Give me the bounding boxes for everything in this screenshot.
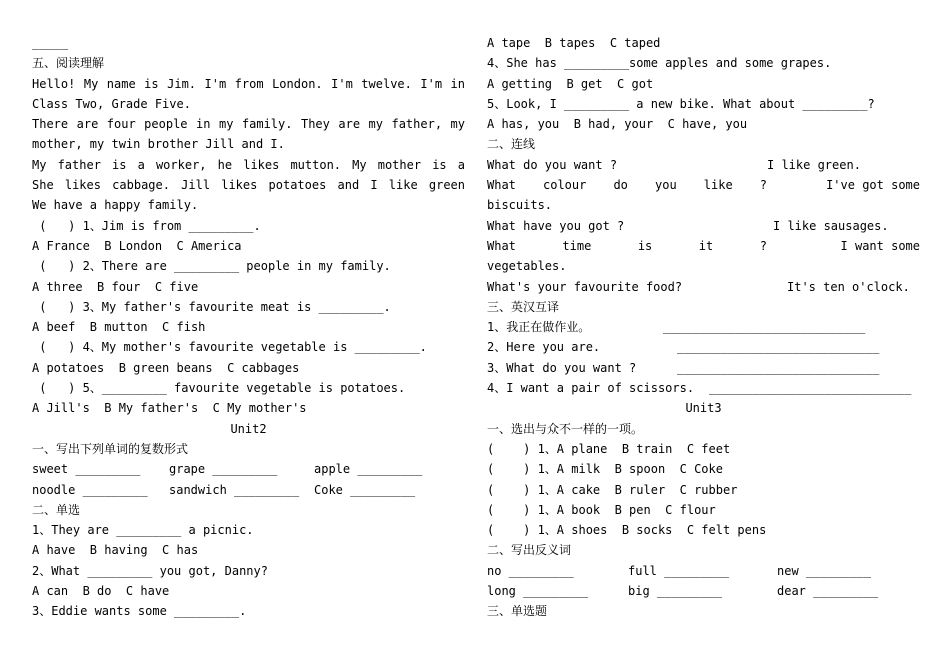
match-row — [487, 195, 920, 215]
antonym-row — [487, 561, 920, 581]
match-question: What colour do you like ? — [487, 178, 767, 193]
choice-line: A has, you B had, your C have, you — [487, 117, 748, 132]
passage-line: She likes cabbage. Jill likes potatoes and I like green — [32, 178, 465, 193]
odd-one-out-item: ( ) 1、A book B pen C flour — [487, 502, 716, 517]
unit2-heading: Unit2 — [230, 421, 267, 436]
antonym-item: dear _________ — [777, 584, 879, 599]
match-answer: I like sausages. — [773, 218, 889, 233]
translation-row — [487, 358, 920, 378]
passage-line: mother, my twin brother Jill and I. — [32, 137, 285, 152]
match-row — [487, 175, 920, 195]
top-blank: _____ — [32, 36, 69, 50]
plural-item: grape _________ — [169, 462, 278, 477]
antonym-item: new _________ — [777, 563, 871, 578]
question: ( ) 3、My father's favourite meat is _________. — [32, 299, 391, 314]
passage-line: My father is a worker, he likes mutton. My mother is a — [32, 157, 465, 172]
translation-section-title: 三、英汉互译 — [487, 299, 560, 314]
odd-one-out-item: ( ) 1、A milk B spoon C Coke — [487, 462, 723, 477]
passage-line: Class Two, Grade Five. — [32, 96, 191, 111]
match-row — [487, 277, 920, 297]
choice-line: 2、What _________ you got, Danny? — [32, 563, 268, 578]
plural-row — [32, 480, 465, 500]
translation-prompt: 4、I want a pair of scissors. — [487, 381, 695, 396]
question-options: A beef B mutton C fish — [32, 320, 206, 335]
match-row — [487, 155, 920, 175]
odd-one-out-item: ( ) 1、A plane B train C feet — [487, 441, 731, 456]
choice-line: A tape B tapes C taped — [487, 36, 661, 50]
odd-one-out-item: ( ) 1、A cake B ruler C rubber — [487, 482, 738, 497]
antonym-row — [487, 581, 920, 601]
match-answer: I want some — [840, 238, 920, 253]
translation-prompt: 1、我正在做作业。 — [487, 320, 591, 335]
match-row — [487, 236, 920, 256]
choice-line: A getting B get C got — [487, 76, 654, 91]
plural-item: apple _________ — [314, 462, 423, 477]
right-column — [487, 33, 920, 622]
translation-row — [487, 317, 920, 337]
answer-blank: ____________________________ — [677, 340, 880, 355]
match-answer — [767, 195, 920, 215]
match-section-title: 二、连线 — [487, 137, 536, 152]
unit3-heading: Unit3 — [685, 401, 722, 416]
answer-blank: ____________________________ — [663, 320, 866, 335]
match-question: What time is it ? — [487, 238, 767, 253]
match-question: vegetables. — [487, 259, 567, 274]
match-question: What have you got ? — [487, 218, 625, 233]
question-options: A Jill's B My father's C My mother's — [32, 401, 307, 416]
choice-line: 4、She has _________some apples and some grapes. — [487, 56, 832, 71]
choice-section-title: 二、单选 — [32, 502, 81, 517]
question: ( ) 5、_________ favourite vegetable is potatoes. — [32, 381, 406, 396]
question-options: A potatoes B green beans C cabbages — [32, 360, 300, 375]
antonym-item: full _________ — [628, 563, 730, 578]
match-answer: It's ten o'clock. — [787, 279, 910, 294]
odd-one-out-item: ( ) 1、A shoes B socks C felt pens — [487, 523, 767, 538]
passage-line: We have a happy family. — [32, 198, 199, 213]
match-question: What do you want ? — [487, 157, 618, 172]
plural-item: Coke _________ — [314, 482, 416, 497]
question-options: A France B London C America — [32, 238, 242, 253]
choice-line: 3、Eddie wants some _________. — [32, 604, 247, 619]
plural-section-title: 一、写出下列单词的复数形式 — [32, 441, 189, 456]
odd-one-out-title: 一、选出与众不一样的一项。 — [487, 421, 644, 436]
plural-item: sweet _________ — [32, 462, 141, 477]
plural-row — [32, 459, 465, 479]
section5-title: 五、阅读理解 — [32, 56, 105, 71]
match-answer: I like green. — [767, 157, 861, 172]
translation-row — [487, 378, 920, 398]
passage-line: There are four people in my family. They are my father, my — [32, 117, 465, 132]
plural-item: sandwich _________ — [169, 482, 300, 497]
translation-row — [487, 337, 920, 357]
question-options: A three B four C five — [32, 279, 199, 294]
antonym-item: no _________ — [487, 563, 574, 578]
choice-line: 1、They are _________ a picnic. — [32, 523, 254, 538]
single-choice-section-title: 三、单选题 — [487, 604, 548, 619]
choice-line: A can B do C have — [32, 584, 170, 599]
match-answer: I've got some — [826, 178, 920, 193]
choice-line: 5、Look, I _________ a new bike. What about _________? — [487, 96, 875, 111]
answer-blank: ____________________________ — [677, 360, 880, 375]
match-row — [487, 216, 920, 236]
translation-prompt: 2、Here you are. — [487, 340, 601, 355]
translation-prompt: 3、What do you want ? — [487, 360, 637, 375]
match-question: What's your favourite food? — [487, 279, 683, 294]
choice-line: A have B having C has — [32, 543, 199, 558]
antonym-section-title: 二、写出反义词 — [487, 543, 572, 558]
passage-line: Hello! My name is Jim. I'm from London. I'm twelve. I'm in — [32, 76, 465, 91]
answer-blank: ____________________________ — [709, 381, 912, 396]
match-answer — [767, 256, 920, 276]
plural-item: noodle _________ — [32, 482, 148, 497]
match-row — [487, 256, 920, 276]
question: ( ) 4、My mother's favourite vegetable is _________. — [32, 340, 427, 355]
question: ( ) 2、There are _________ people in my family. — [32, 259, 391, 274]
antonym-item: big _________ — [628, 584, 722, 599]
match-question: biscuits. — [487, 198, 553, 213]
question: ( ) 1、Jim is from _________. — [32, 218, 261, 233]
antonym-item: long _________ — [487, 584, 589, 599]
left-column — [32, 33, 465, 622]
